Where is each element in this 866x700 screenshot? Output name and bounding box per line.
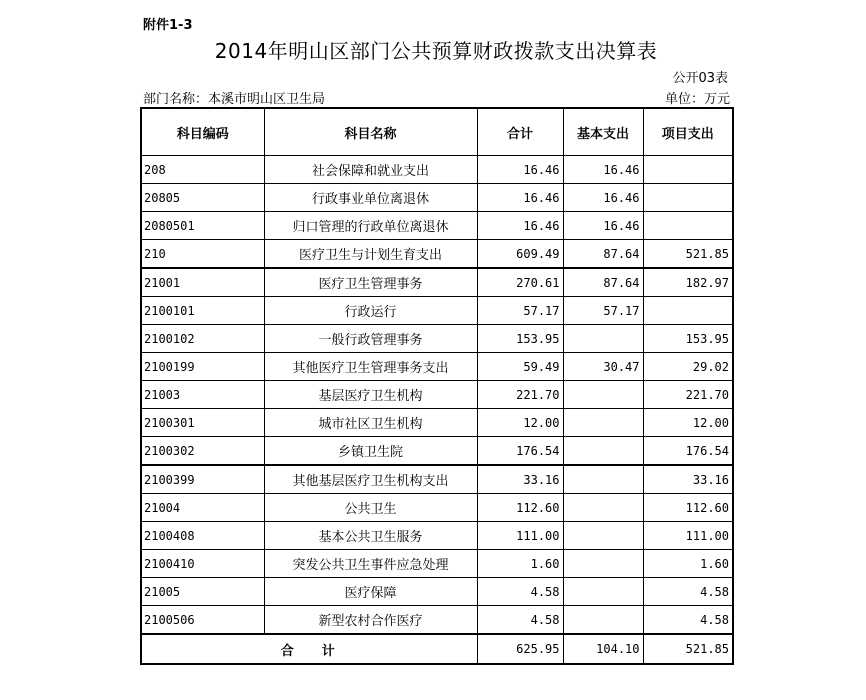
- cell-total: 153.95: [477, 325, 563, 353]
- cell-name: 医疗保障: [264, 578, 477, 606]
- cell-project: 111.00: [643, 522, 733, 550]
- cell-total: 4.58: [477, 606, 563, 635]
- cell-code: 21005: [141, 578, 264, 606]
- cell-project: 33.16: [643, 465, 733, 494]
- table-row: [141, 184, 733, 212]
- cell-project: 4.58: [643, 606, 733, 635]
- total-project: 521.85: [643, 634, 733, 664]
- cell-code: 21004: [141, 494, 264, 522]
- cell-name: 城市社区卫生机构: [264, 409, 477, 437]
- cell-basic: 30.47: [563, 353, 643, 381]
- cell-basic: 16.46: [563, 156, 643, 184]
- cell-basic: [563, 409, 643, 437]
- header-project: 项目支出: [643, 108, 733, 156]
- table-row: [141, 550, 733, 578]
- cell-total: 16.46: [477, 156, 563, 184]
- table-row: [141, 240, 733, 269]
- cell-name: 公共卫生: [264, 494, 477, 522]
- cell-name: 基本公共卫生服务: [264, 522, 477, 550]
- cell-name: 医疗卫生与计划生育支出: [264, 240, 477, 269]
- total-sum: 625.95: [477, 634, 563, 664]
- cell-basic: [563, 381, 643, 409]
- cell-basic: [563, 522, 643, 550]
- form-code: 公开03表: [672, 71, 728, 86]
- total-row: [141, 634, 733, 664]
- cell-code: 2100399: [141, 465, 264, 494]
- cell-code: 2100506: [141, 606, 264, 635]
- unit-label: 单位：万元: [664, 92, 730, 107]
- cell-total: 112.60: [477, 494, 563, 522]
- cell-basic: [563, 325, 643, 353]
- cell-code: 2100410: [141, 550, 264, 578]
- cell-project: 521.85: [643, 240, 733, 269]
- cell-name: 其他医疗卫生管理事务支出: [264, 353, 477, 381]
- cell-name: 社会保障和就业支出: [264, 156, 477, 184]
- expenditure-table: [140, 107, 734, 665]
- cell-project: 176.54: [643, 437, 733, 466]
- cell-project: 1.60: [643, 550, 733, 578]
- cell-total: 111.00: [477, 522, 563, 550]
- department-name: 部门名称：本溪市明山区卫生局: [143, 92, 326, 107]
- cell-basic: [563, 606, 643, 635]
- cell-project: [643, 297, 733, 325]
- cell-code: 21003: [141, 381, 264, 409]
- cell-name: 乡镇卫生院: [264, 437, 477, 466]
- cell-basic: [563, 465, 643, 494]
- table-row: [141, 268, 733, 297]
- cell-code: 2100199: [141, 353, 264, 381]
- header-code: 科目编码: [141, 108, 264, 156]
- header-basic: 基本支出: [563, 108, 643, 156]
- table-header-row: [141, 108, 733, 156]
- cell-project: 112.60: [643, 494, 733, 522]
- cell-total: 16.46: [477, 184, 563, 212]
- table-row: [141, 381, 733, 409]
- table-row: [141, 212, 733, 240]
- table-row: [141, 409, 733, 437]
- cell-total: 609.49: [477, 240, 563, 269]
- cell-name: 基层医疗卫生机构: [264, 381, 477, 409]
- cell-name: 医疗卫生管理事务: [264, 268, 477, 297]
- table-row: [141, 325, 733, 353]
- cell-project: [643, 184, 733, 212]
- cell-code: 208: [141, 156, 264, 184]
- cell-project: 182.97: [643, 268, 733, 297]
- total-label: 合计: [141, 634, 477, 664]
- cell-basic: [563, 437, 643, 466]
- cell-code: 2100102: [141, 325, 264, 353]
- cell-code: 21001: [141, 268, 264, 297]
- cell-total: 221.70: [477, 381, 563, 409]
- cell-basic: 57.17: [563, 297, 643, 325]
- cell-code: 2100301: [141, 409, 264, 437]
- cell-total: 1.60: [477, 550, 563, 578]
- cell-code: 2100302: [141, 437, 264, 466]
- cell-total: 59.49: [477, 353, 563, 381]
- table-row: [141, 522, 733, 550]
- cell-basic: 16.46: [563, 184, 643, 212]
- cell-code: 20805: [141, 184, 264, 212]
- table-row: [141, 606, 733, 635]
- cell-project: [643, 156, 733, 184]
- cell-basic: 87.64: [563, 240, 643, 269]
- cell-code: 210: [141, 240, 264, 269]
- cell-total: 57.17: [477, 297, 563, 325]
- cell-total: 12.00: [477, 409, 563, 437]
- cell-total: 270.61: [477, 268, 563, 297]
- cell-name: 新型农村合作医疗: [264, 606, 477, 635]
- cell-name: 一般行政管理事务: [264, 325, 477, 353]
- table-row: [141, 494, 733, 522]
- cell-basic: [563, 578, 643, 606]
- cell-total: 33.16: [477, 465, 563, 494]
- header-total: 合计: [477, 108, 563, 156]
- cell-project: 153.95: [643, 325, 733, 353]
- cell-basic: [563, 550, 643, 578]
- cell-name: 其他基层医疗卫生机构支出: [264, 465, 477, 494]
- page-title: 2014年明山区部门公共预算财政拨款支出决算表: [214, 39, 658, 63]
- cell-project: 12.00: [643, 409, 733, 437]
- cell-name: 行政事业单位离退休: [264, 184, 477, 212]
- table-row: [141, 578, 733, 606]
- table-row: [141, 156, 733, 184]
- table-row: [141, 465, 733, 494]
- header-name: 科目名称: [264, 108, 477, 156]
- table-row: [141, 437, 733, 466]
- cell-name: 行政运行: [264, 297, 477, 325]
- total-basic: 104.10: [563, 634, 643, 664]
- cell-total: 4.58: [477, 578, 563, 606]
- cell-basic: 87.64: [563, 268, 643, 297]
- cell-project: [643, 212, 733, 240]
- cell-name: 归口管理的行政单位离退休: [264, 212, 477, 240]
- cell-basic: 16.46: [563, 212, 643, 240]
- cell-project: 221.70: [643, 381, 733, 409]
- cell-name: 突发公共卫生事件应急处理: [264, 550, 477, 578]
- cell-code: 2100101: [141, 297, 264, 325]
- cell-total: 16.46: [477, 212, 563, 240]
- cell-code: 2100408: [141, 522, 264, 550]
- table-row: [141, 353, 733, 381]
- cell-code: 2080501: [141, 212, 264, 240]
- cell-project: 4.58: [643, 578, 733, 606]
- cell-total: 176.54: [477, 437, 563, 466]
- attachment-label: 附件1-3: [143, 18, 193, 33]
- table-row: [141, 297, 733, 325]
- table-body: [141, 156, 733, 665]
- cell-project: 29.02: [643, 353, 733, 381]
- cell-basic: [563, 494, 643, 522]
